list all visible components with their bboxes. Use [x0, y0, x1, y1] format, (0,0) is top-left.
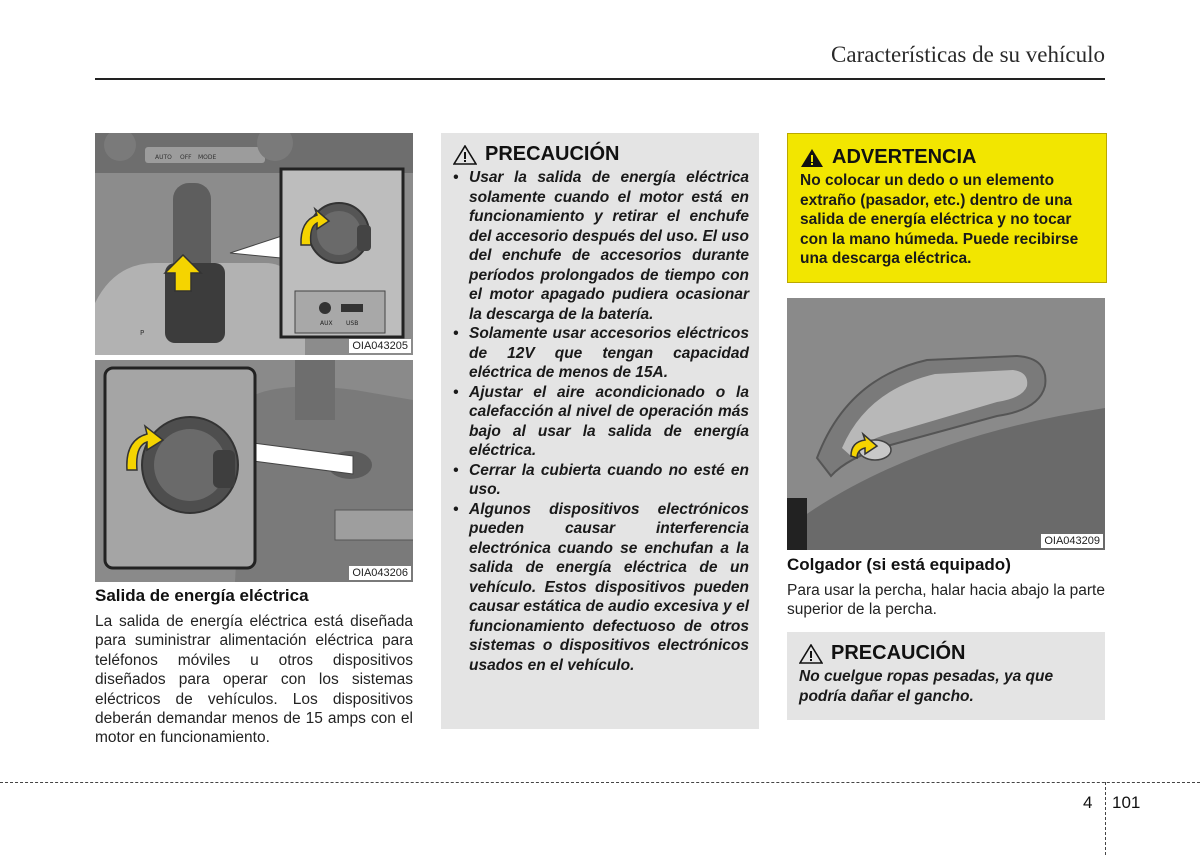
footer-dashed-rule — [0, 782, 1200, 783]
outlet-cover-illustration — [95, 360, 413, 582]
warning-box — [787, 133, 1107, 283]
off-button-label: OFF — [180, 154, 192, 161]
image-code-label: OIA043205 — [349, 339, 411, 353]
page-header-title: Características de su vehículo — [831, 42, 1105, 67]
caution-triangle-icon — [799, 644, 823, 664]
hanger-caution-text: No cuelgue ropas pesadas, ya que podría dañar el gancho. — [799, 668, 1054, 705]
page-number: 101 — [1112, 793, 1141, 812]
footer-dashed-divider — [1105, 782, 1106, 855]
caution-item: • Usar la salida de energía eléctrica solamente cuando el motor está en funcionamiento y retirar el enchufe del accesorio después del uso. El uso del enchufe de accesorios durante períodos prolongados de tiempo con el motor apagado pudiera ocasionar la descarga de la batería. — [453, 169, 749, 323]
caution-item: • Algunos dispositivos electrónicos pueden causar interferencia electrónica cuando se enchufan a la salida de energía eléctrica de un vehículo. Estos dispositivos pueden causar estática de audio excesiva y el funcionamiento defectuoso de otros sistemas o dispositivos electrónicos usados en el vehículo. — [453, 500, 749, 674]
section-title: Salida de energía eléctrica — [95, 586, 309, 605]
power-outlet-console-image — [95, 133, 413, 355]
header-rule — [95, 78, 1105, 80]
warning-text: No colocar un dedo o un elemento extraño (pasador, etc.) dentro de una salida de energía eléctrica y no tocar con la mano húmeda. Puede recibirse una descarga eléctrica. — [800, 172, 1079, 267]
chapter-number: 4 — [1083, 793, 1093, 812]
hanger-title: Colgador (si está equipado) — [787, 555, 1011, 574]
caution-item: • Solamente usar accesorios eléctricos de 12V que tengan capacidad eléctrica de menos de 15A. — [453, 325, 749, 381]
outlet-cover-image — [95, 360, 413, 582]
hanger-caution-box — [787, 632, 1105, 720]
auto-button-label: AUTO — [155, 154, 172, 161]
hanger-body: Para usar la percha, halar hacia abajo la parte superior de la percha. — [787, 582, 1105, 619]
section-body: La salida de energía eléctrica está diseñada para suministrar alimentación eléctrica para teléfonos móviles u otros dispositivos diseñados para operar con los sistemas eléctricos de vehículos. Los dispositivos deberán demandar menos de 15 amps con el motor en funcionamiento. — [95, 613, 413, 747]
caution-heading-label: PRECAUCIÓN — [485, 143, 620, 165]
caution-item: • Cerrar la cubierta cuando no esté en uso. — [453, 461, 749, 498]
caution-heading — [799, 642, 1095, 665]
caution-heading — [453, 143, 749, 166]
caution-item: • Ajustar el aire acondicionado o la calefacción al nivel de operación más bajo al usar la salida de energía eléctrica. — [453, 383, 749, 459]
image-code-label: OIA043206 — [349, 566, 411, 580]
warning-triangle-icon — [800, 148, 824, 168]
caution-triangle-icon — [453, 145, 477, 165]
image-code-label: OIA043209 — [1041, 534, 1103, 548]
caution-box — [441, 133, 759, 729]
mode-button-label: MODE — [198, 154, 217, 161]
caution-heading-label: PRECAUCIÓN — [831, 642, 966, 664]
hanger-image — [787, 298, 1105, 550]
warning-heading — [800, 146, 1096, 169]
warning-heading-label: ADVERTENCIA — [832, 146, 977, 168]
park-indicator-label: P — [140, 329, 145, 337]
caution-list — [453, 168, 749, 675]
console-illustration — [95, 133, 413, 355]
usb-port-label: USB — [346, 320, 359, 327]
aux-port-label: AUX — [320, 320, 333, 327]
hanger-illustration — [787, 298, 1105, 550]
